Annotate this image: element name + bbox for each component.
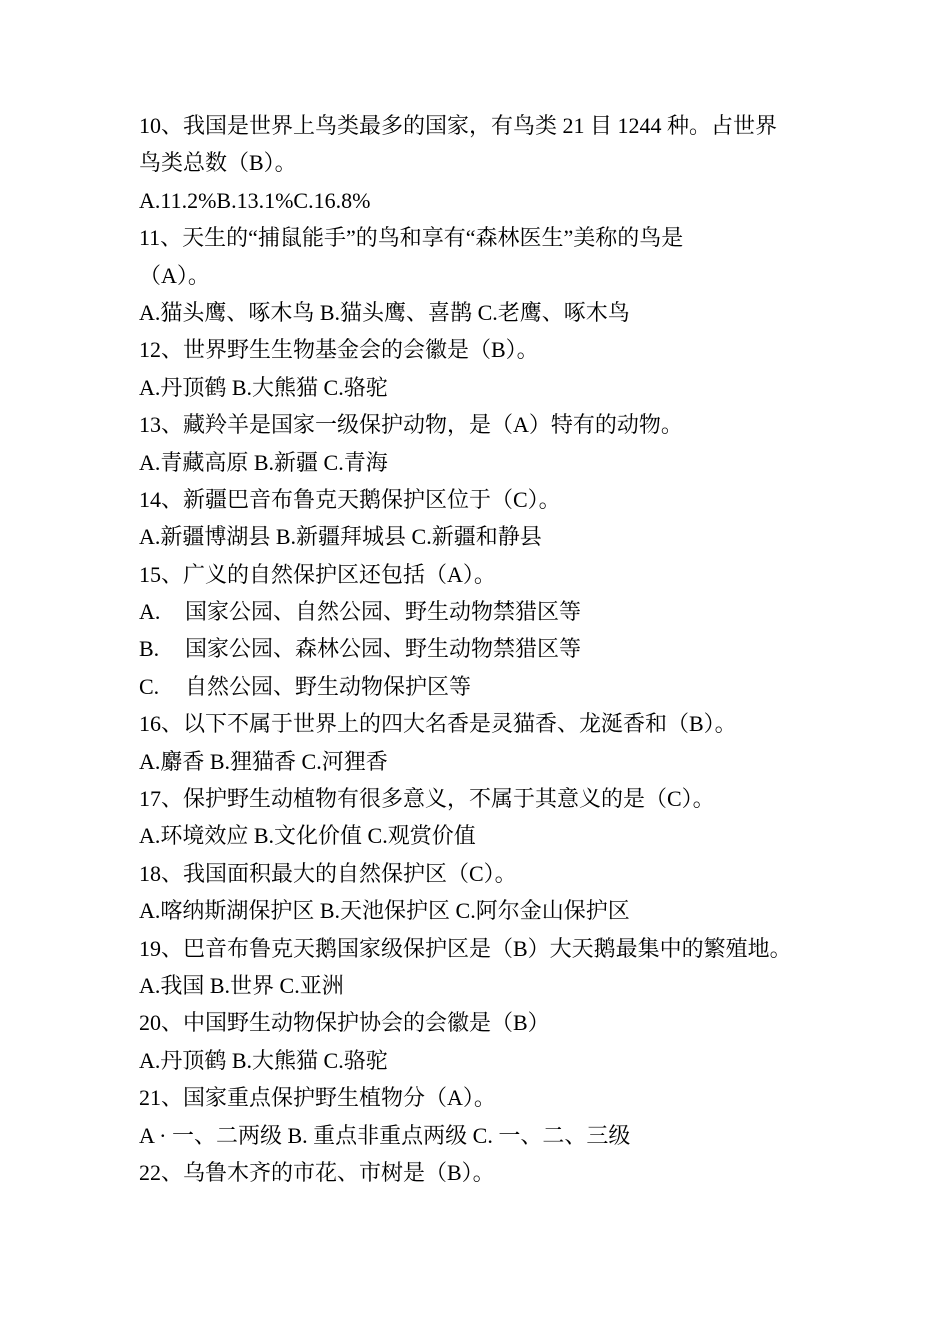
question-21: 21、国家重点保护野生植物分（A）。 [139,1085,496,1111]
question-19-options: A.我国 B.世界 C.亚洲 [139,972,344,998]
question-11-line-1: 11、天生的“捕鼠能手”的鸟和享有“森林医生”美称的鸟是 [139,225,684,251]
question-15-option-a [139,593,839,630]
question-20: 20、中国野生动物保护协会的会徽是（B） [139,1010,550,1036]
question-15-option-b [139,630,839,667]
question-15: 15、广义的自然保护区还包括（A）。 [139,561,496,587]
question-12: 12、世界野生生物基金会的会徽是（B）。 [139,337,539,363]
question-14: 14、新疆巴音布鲁克天鹅保护区位于（C）。 [139,486,561,512]
question-15-option-c [139,668,839,705]
option-letter: C. [139,673,160,699]
question-11-line-2: （A）。 [139,262,210,288]
question-17: 17、保护野生动植物有很多意义，不属于其意义的是（C）。 [139,786,715,812]
question-16-options: A.麝香 B.狸猫香 C.河狸香 [139,748,388,774]
option-letter: A. [139,599,161,625]
question-18: 18、我国面积最大的自然保护区（C）。 [139,860,517,886]
question-10-line-1: 10、我国是世界上鸟类最多的国家，有鸟类 21 目 1244 种。占世界 [139,113,778,138]
question-18-options: A.喀纳斯湖保护区 B.天池保护区 C.阿尔金山保护区 [139,898,630,924]
question-12-options: A.丹顶鹤 B.大熊猫 C.骆驼 [139,374,388,400]
question-21-options: A · 一、二两级 B. 重点非重点两级 C. 一、二、三级 [139,1122,631,1148]
question-22: 22、乌鲁木齐的市花、市树是（B）。 [139,1159,495,1185]
option-text: 国家公园、自然公园、野生动物禁猎区等 [185,599,582,625]
question-14-options: A.新疆博湖县 B.新疆拜城县 C.新疆和静县 [139,524,542,550]
question-10-line-2: 鸟类总数（B）。 [139,150,297,176]
option-text: 国家公园、森林公园、野生动物禁猎区等 [185,636,582,662]
option-text: 自然公园、野生动物保护区等 [185,673,472,699]
question-16: 16、以下不属于世界上的四大名香是灵猫香、龙涎香和（B）。 [139,711,737,737]
question-11-options: A.猫头鹰、啄木鸟 B.猫头鹰、喜鹊 C.老鹰、啄木鸟 [139,299,630,325]
question-13: 13、藏羚羊是国家一级保护动物，是（A）特有的动物。 [139,412,683,438]
question-13-options: A.青藏高原 B.新疆 C.青海 [139,449,388,475]
question-20-options: A.丹顶鹤 B.大熊猫 C.骆驼 [139,1047,388,1073]
document-body [139,107,839,1191]
question-17-options: A.环境效应 B.文化价值 C.观赏价值 [139,823,476,849]
question-19: 19、巴音布鲁克天鹅国家级保护区是（B）大天鹅最集中的繁殖地。 [139,935,792,961]
question-10-options: A.11.2%B.13.1%C.16.8% [139,187,371,213]
option-letter: B. [139,636,160,662]
